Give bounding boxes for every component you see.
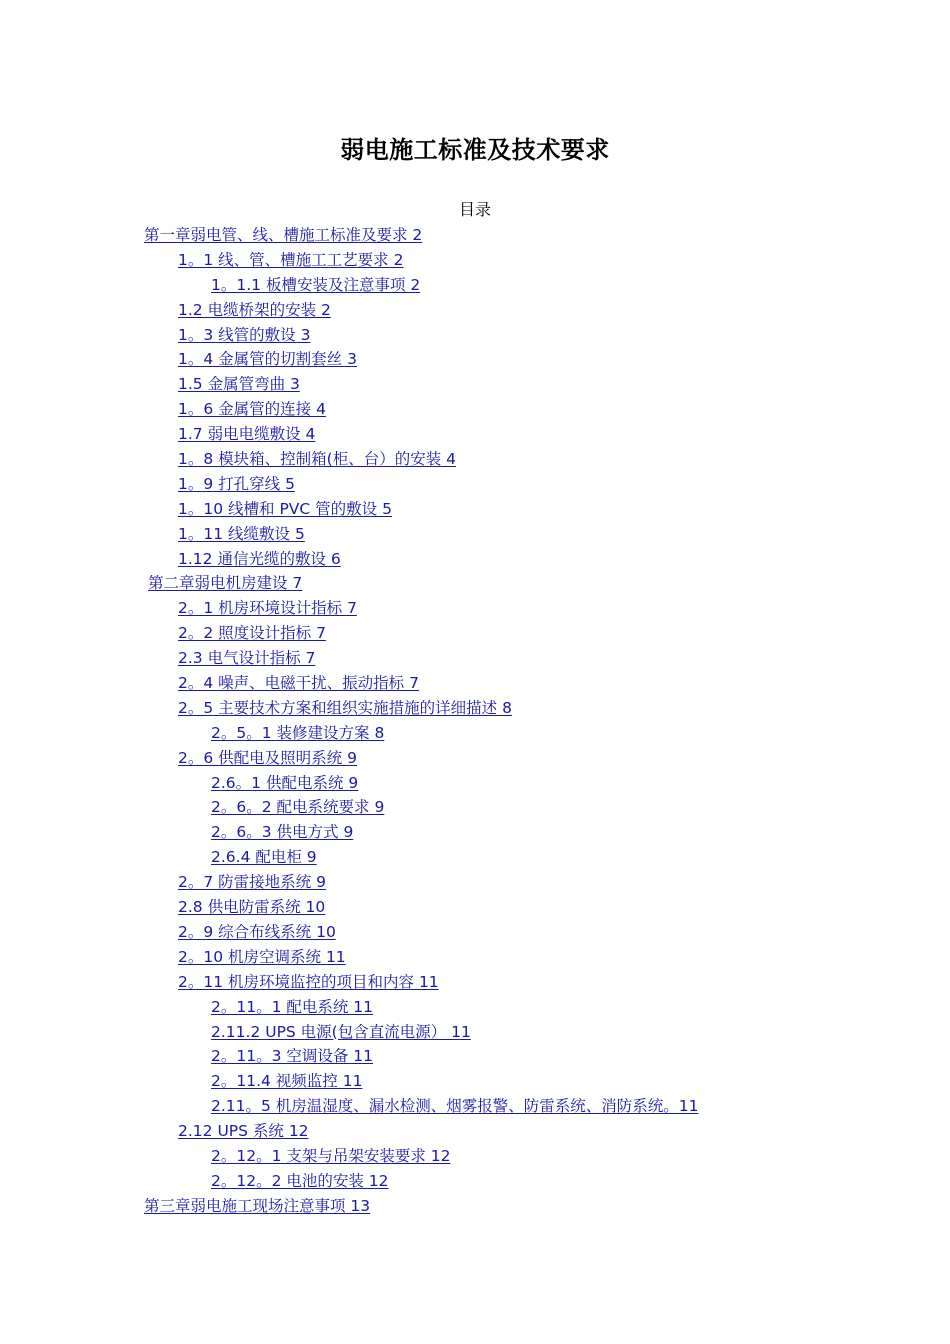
toc-entry	[0, 845, 950, 870]
toc-entry	[0, 746, 950, 771]
table-of-contents	[0, 223, 950, 1219]
toc-entry	[0, 447, 950, 472]
toc-link[interactable]: 1。1 线、管、槽施工工艺要求 2	[178, 250, 404, 269]
toc-link[interactable]: 1。11 线缆敷设 5	[178, 524, 305, 543]
toc-link[interactable]: 1。3 线管的敷设 3	[178, 325, 311, 344]
toc-link[interactable]: 2。9 综合布线系统 10	[178, 922, 336, 941]
document-title: 弱电施工标准及技术要求	[340, 136, 610, 164]
toc-link[interactable]: 2。6。2 配电系统要求 9	[211, 798, 385, 817]
toc-entry	[0, 372, 950, 397]
toc-link[interactable]: 1。1.1 板槽安装及注意事项 2	[211, 275, 421, 294]
toc-link[interactable]: 1。4 金属管的切割套丝 3	[178, 350, 357, 369]
toc-link[interactable]: 1.7 弱电电缆敷设 4	[178, 425, 316, 444]
toc-entry	[0, 795, 950, 820]
toc-link[interactable]: 1.5 金属管弯曲 3	[178, 375, 300, 394]
toc-entry	[0, 621, 950, 646]
toc-entry	[0, 298, 950, 323]
toc-entry	[0, 945, 950, 970]
toc-entry	[0, 920, 950, 945]
toc-link[interactable]: 2。5 主要技术方案和组织实施措施的详细描述 8	[178, 698, 512, 717]
toc-link[interactable]: 2。6 供配电及照明系统 9	[178, 748, 357, 767]
toc-link[interactable]: 2。11 机房环境监控的项目和内容 11	[178, 972, 439, 991]
toc-link[interactable]: 2.12 UPS 系统 12	[178, 1122, 309, 1141]
toc-link[interactable]: 1。6 金属管的连接 4	[178, 400, 326, 419]
toc-entry	[0, 970, 950, 995]
toc-link[interactable]: 2。4 噪声、电磁干扰、振动指标 7	[178, 674, 419, 693]
toc-entry	[0, 646, 950, 671]
toc-entry	[0, 995, 950, 1020]
toc-link[interactable]: 2。11。1 配电系统 11	[211, 997, 374, 1016]
toc-entry	[0, 895, 950, 920]
toc-link[interactable]: 2.6。1 供配电系统 9	[211, 773, 359, 792]
toc-entry	[0, 721, 950, 746]
toc-entry	[0, 771, 950, 796]
toc-entry	[0, 323, 950, 348]
toc-entry	[0, 820, 950, 845]
toc-entry	[0, 1194, 950, 1219]
toc-link[interactable]: 2.11。5 机房温湿度、漏水检测、烟雾报警、防雷系统、消防系统。11	[211, 1097, 699, 1116]
toc-link[interactable]: 2。11.4 视频监控 11	[211, 1072, 363, 1091]
toc-link[interactable]: 2。7 防雷接地系统 9	[178, 873, 326, 892]
toc-link[interactable]: 2.3 电气设计指标 7	[178, 649, 316, 668]
toc-entry	[0, 472, 950, 497]
toc-entry	[0, 1044, 950, 1069]
toc-link[interactable]: 第三章弱电施工现场注意事项 13	[144, 1196, 371, 1215]
toc-entry	[0, 1119, 950, 1144]
toc-link[interactable]: 2。2 照度设计指标 7	[178, 624, 326, 643]
toc-entry	[0, 696, 950, 721]
toc-link[interactable]: 2。10 机房空调系统 11	[178, 947, 346, 966]
toc-link[interactable]: 2.11.2 UPS 电源(包含直流电源） 11	[211, 1022, 471, 1041]
toc-link[interactable]: 1.2 电缆桥架的安装 2	[178, 300, 331, 319]
toc-entry	[0, 497, 950, 522]
toc-link[interactable]: 1。10 线槽和 PVC 管的敷设 5	[178, 499, 392, 518]
toc-link[interactable]: 2。6。3 供电方式 9	[211, 823, 354, 842]
toc-link[interactable]: 第一章弱电管、线、槽施工标准及要求 2	[144, 226, 423, 244]
toc-entry	[0, 397, 950, 422]
toc-entry	[0, 547, 950, 572]
toc-entry	[0, 1069, 950, 1094]
toc-entry	[0, 1094, 950, 1119]
toc-entry	[0, 870, 950, 895]
toc-entry	[0, 422, 950, 447]
toc-link[interactable]: 2。11。3 空调设备 11	[211, 1047, 374, 1066]
toc-link[interactable]: 2.8 供电防雷系统 10	[178, 898, 326, 917]
toc-link[interactable]: 1.12 通信光缆的敷设 6	[178, 549, 341, 568]
toc-entry	[0, 223, 950, 248]
toc-entry	[0, 347, 950, 372]
toc-link[interactable]: 2。12。1 支架与吊架安装要求 12	[211, 1146, 451, 1165]
toc-entry	[0, 273, 950, 298]
toc-entry	[0, 596, 950, 621]
toc-entry	[0, 671, 950, 696]
toc-link[interactable]: 第二章弱电机房建设 7	[148, 574, 303, 593]
toc-link[interactable]: 1。8 模块箱、控制箱(柜、台）的安装 4	[178, 450, 456, 469]
toc-entry	[0, 571, 950, 596]
toc-link[interactable]: 2。12。2 电池的安装 12	[211, 1171, 389, 1190]
toc-link[interactable]: 2。1 机房环境设计指标 7	[178, 599, 357, 618]
toc-link[interactable]: 1。9 打孔穿线 5	[178, 474, 295, 493]
toc-entry	[0, 248, 950, 273]
toc-entry	[0, 1169, 950, 1194]
toc-heading: 目录	[458, 200, 491, 219]
toc-entry	[0, 522, 950, 547]
toc-link[interactable]: 2.6.4 配电柜 9	[211, 848, 317, 867]
toc-entry	[0, 1144, 950, 1169]
toc-link[interactable]: 2。5。1 装修建设方案 8	[211, 723, 385, 742]
toc-entry	[0, 1020, 950, 1045]
